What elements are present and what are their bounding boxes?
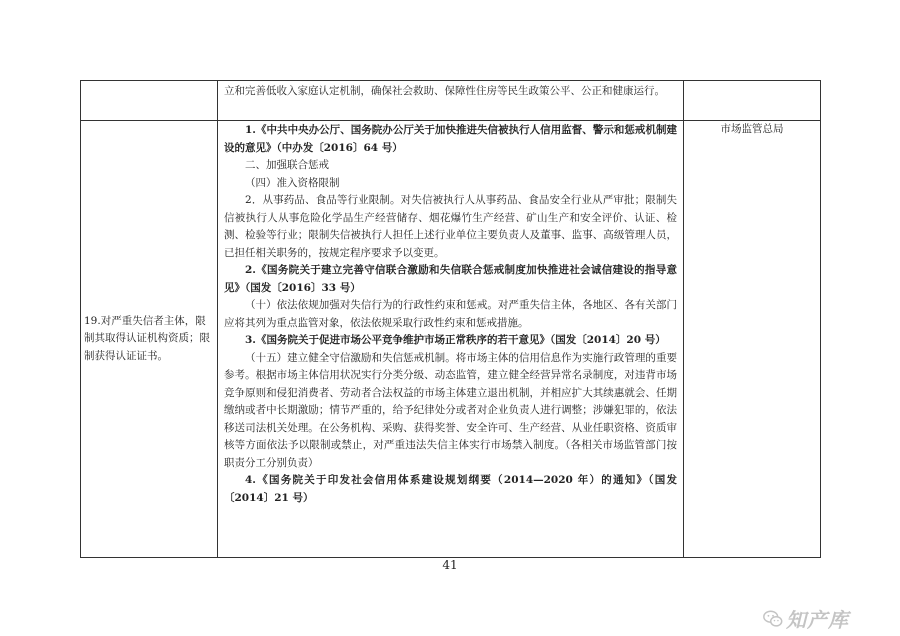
- basis-para: 2．从事药品、食品等行业限制。对失信被执行人从事药品、食品安全行业从严审批；限制失信被执行人从事危险化学品生产经营储存、烟花爆竹生产经营、矿山生产和安全评价、认证、检测、检验等行业；限制失信被执行人担任上述行业单位主要负责人及董事、监事、高级管理人员，已担任相关职务的，按规定程序要求予以变更。: [224, 194, 677, 259]
- basis-title-3: 3.《国务院关于促进市场公平竞争维护市场正常秩序的若干意见》（国发〔2014〕20 号）: [245, 334, 666, 346]
- prev-content-text: 立和完善低收入家庭认定机制，确保社会救助、保障性住房等民生政策公平、公正和健康运行。: [224, 85, 665, 97]
- basis-para: 二、加强联合惩戒: [245, 159, 329, 171]
- basis-title-4: 4.《国务院关于印发社会信用体系建设规划纲要（2014—2020 年）的通知》（国发〔2014〕21 号）: [224, 474, 677, 504]
- wechat-icon: [762, 608, 784, 630]
- basis-para: （十）依法依规加强对失信行为的行政性约束和惩戒。对严重失信主体，各地区、各有关部门应将其列为重点监管对象，依法依规采取行政性约束和惩戒措施。: [224, 299, 677, 329]
- item-19-text: 19.对严重失信者主体，限制其取得认证机构资质；限制获得认证证书。: [84, 314, 210, 362]
- department-cell: [684, 121, 821, 558]
- table-row-prev: [81, 81, 821, 121]
- prev-department-cell: [684, 81, 821, 121]
- item-19-content-cell: [218, 121, 684, 558]
- basis-para: （十五）建立健全守信激励和失信惩戒机制。将市场主体的信用信息作为实施行政管理的重要参考。根据市场主体信用状况实行分类分级、动态监管，建立健全经营异常名录制度，对违背市场竞争原则和侵犯消费者、劳动者合法权益的市场主体建立退出机制，并相应扩大其续惠就会、任期缴纳或者中长期激励；情节严重的，给予纪律处分或者对企业负责人进行调整；涉嫌犯罪的，依法移送司法机关处理。在公务机构、采购、获得奖誉、安全许可、生产经营、从业任职资格、资质审核等方面依法予以限制或禁止，对严重违法失信主体实行市场禁入制度。（各相关市场监管部门按职责分工分别负责）: [224, 351, 677, 469]
- table-row-19: [81, 121, 821, 558]
- page-number: 41: [442, 558, 458, 572]
- basis-para: （四）准入资格限制: [245, 176, 340, 189]
- watermark-text: 知产库: [786, 608, 849, 632]
- item-19-cell: [81, 121, 218, 558]
- policy-table: [80, 80, 821, 558]
- item-19-content: [218, 121, 683, 508]
- prev-item-cell: [81, 81, 218, 121]
- basis-title-2: 2.《国务院关于建立完善守信联合激励和失信联合惩戒制度加快推进社会诚信建设的指导意见》（国发〔2016〕33 号）: [224, 264, 677, 294]
- basis-title-1: 1.《中共中央办公厅、国务院办公厅关于加快推进失信被执行人信用监督、警示和惩戒机制建设的意见》（中办发〔2016〕64 号）: [224, 124, 677, 154]
- department-text: 市场监管总局: [720, 123, 784, 135]
- prev-content-cell: [218, 81, 684, 121]
- watermark: [762, 604, 849, 633]
